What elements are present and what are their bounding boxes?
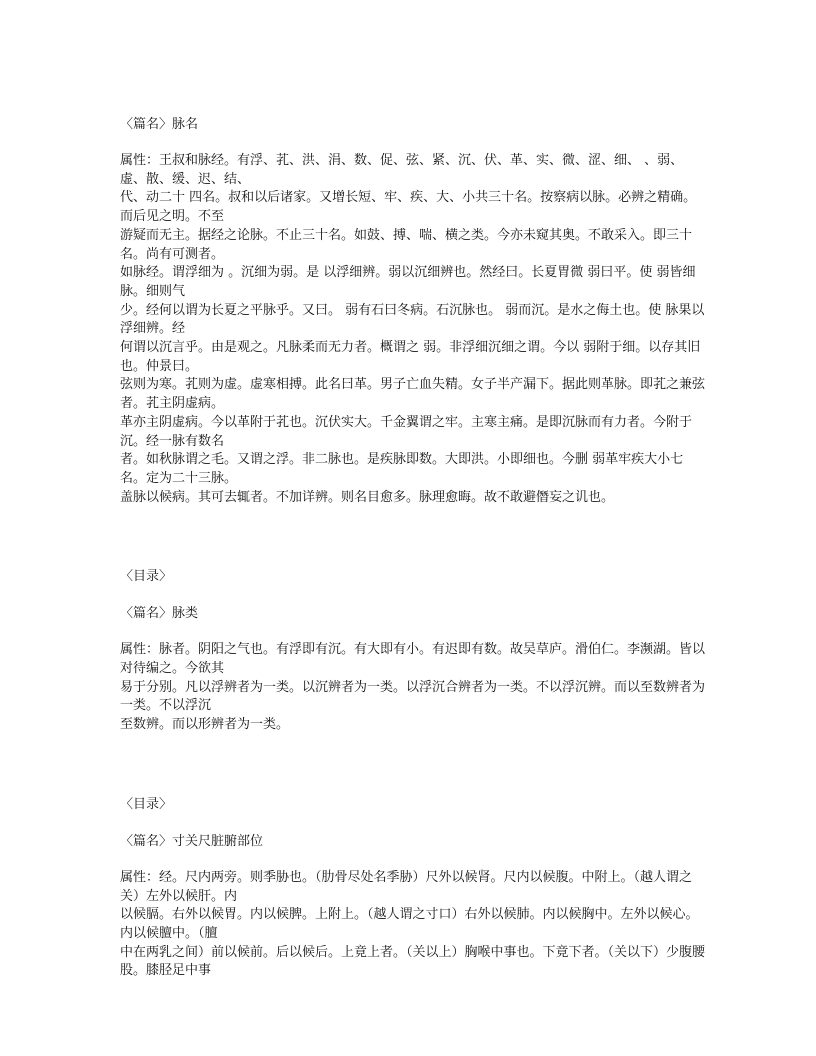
- text-line: 少。经何以谓为长夏之平脉乎。又曰。 弱有石曰冬病。石沉脉也。 弱而沉。是水之侮土也。使 脉果以浮细辨。经: [120, 302, 705, 337]
- document-page: [120, 115, 705, 981]
- text-line: 者。如秋脉谓之毛。又谓之浮。非二脉也。是疾脉即数。大即洪。小即细也。今删 弱革牢疾大小七名。定为二十三脉。: [120, 452, 684, 486]
- text-line: 属性：脉者。阴阳之气也。有浮即有沉。有大即有小。有迟即有数。故吴草庐。滑伯仁。李濒湖。皆以对待编之。今欲其: [120, 642, 706, 677]
- text-line: 至数辨。而以形辨者为一类。: [120, 717, 290, 733]
- section-body: [120, 641, 705, 735]
- section-body: [120, 869, 705, 981]
- section-title: 〈篇名〉寸关尺脏腑部位: [120, 833, 264, 849]
- section-body: [120, 152, 705, 507]
- text-line: 代、动二十 四名。叔和以后诸家。又增长短、牢、疾、大、小共三十名。按察病以脉。必辨之精确。而后见之明。不至: [120, 190, 697, 225]
- toc-marker: 〈目录〉: [120, 796, 173, 812]
- text-line: 属性：经。尺内两旁。则季胁也。（肋骨尽处名季胁）尺外以候肾。尺内以候腹。中附上。（越人谓之关）左外以候肝。内: [120, 869, 693, 904]
- text-line: 何谓以沉言乎。由是观之。凡脉柔而无力者。概谓之 弱。非浮细沉细之谓。今以 弱附于细。以存其旧也。仲景曰。: [120, 340, 701, 374]
- text-line: 以候膈。右外以候胃。内以候脾。上附上。（越人谓之寸口）右外以候肺。内以候胸中。左外以候心。内以候膻中。（膻: [120, 907, 699, 941]
- section-spacer: [120, 507, 705, 567]
- text-line: 易于分别。凡以浮辨者为一类。以沉辨者为一类。以浮沉合辨者为一类。不以浮沉辨。而以至数辨者为一类。不以浮沉: [120, 679, 706, 714]
- section-title: 〈篇名〉脉名: [120, 117, 199, 132]
- text-line: 属性：王叔和脉经。有浮、芤、洪、涓、数、促、弦、紧、沉、伏、革、实、微、涩、细、 、弱、虚、散、缓、迟、结、: [120, 153, 684, 187]
- text-line: 中在两乳之间）前以候前。后以候后。上竟上者。（关以上）胸喉中事也。下竟下者。（关以下）少腹腰股。膝胫足中事: [120, 944, 706, 979]
- text-line: 游疑而无主。据经之论脉。不止三十名。如鼓、搏、喘、横之类。今亦未窥其奥。不敢采入。即三十名。尚有可测者。: [120, 227, 693, 262]
- text-line: 弦则为寒。芤则为虚。虚寒相搏。此名曰革。男子亡血失精。女子半产漏下。据此则革脉。即芤之兼弦者。芤主阴虚病。: [120, 377, 706, 412]
- toc-marker: 〈目录〉: [120, 569, 173, 585]
- text-line: 如脉经。谓浮细为 。沉细为弱。是 以浮细辨。弱以沉细辨也。然经曰。长夏胃微 弱曰平。使 弱皆细脉。细则气: [120, 265, 696, 299]
- text-line: 盖脉以候病。其可去辄者。不加详辨。则名目愈多。脉理愈晦。故不敢避僭妄之讥也。: [120, 489, 615, 505]
- section-spacer: [120, 735, 705, 795]
- section-title: 〈篇名〉脉类: [120, 606, 199, 622]
- text-line: 革亦主阴虚病。今以革附于芤也。沉伏实大。千金翼谓之牢。主寒主痛。是即沉脉而有力者。今附于沉。经一脉有数名: [120, 414, 693, 449]
